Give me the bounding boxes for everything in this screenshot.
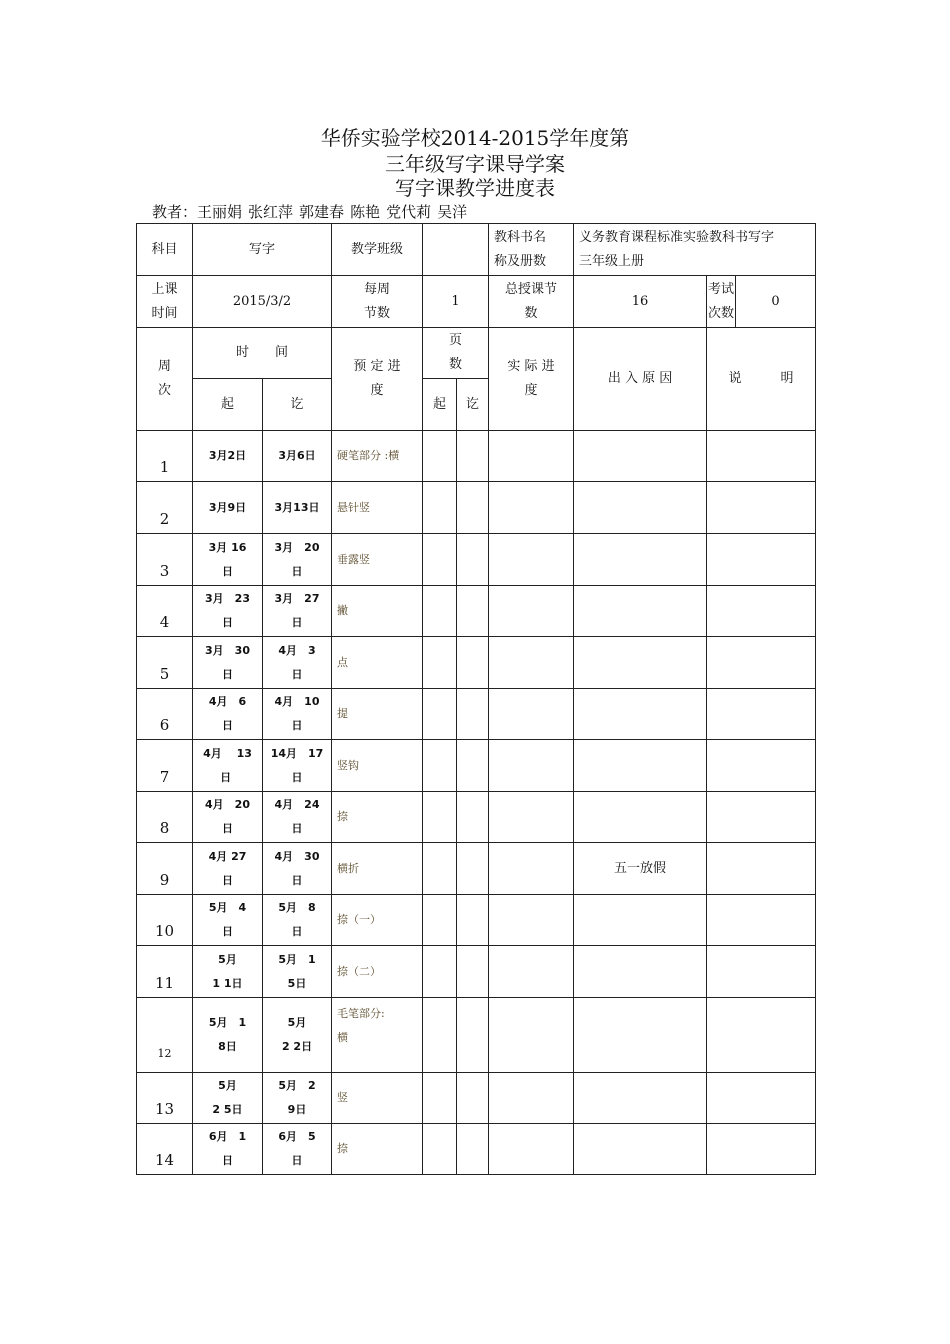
week-number: 7 [137, 740, 193, 792]
book-label [489, 224, 574, 276]
end-date: 4月 30 日 [263, 843, 332, 895]
note-cell [707, 482, 816, 534]
note-cell [707, 792, 816, 843]
pages-start [423, 689, 457, 740]
reason-cell [574, 1073, 707, 1124]
subject-label: 科目 [137, 224, 193, 276]
total-label-line1: 总授课节 [505, 281, 558, 297]
end-date: 3月13日 [263, 482, 332, 534]
time-header: 时 间 [193, 328, 332, 379]
planned-progress: 捺 [332, 1124, 423, 1175]
school-title: 华侨实验学校2014-2015学年度第 [320, 126, 630, 150]
actual-progress [489, 895, 574, 946]
week-number: 12 [137, 998, 193, 1073]
planned-progress: 捺（一） [332, 895, 423, 946]
exam-label-line1: 考试 [708, 281, 735, 297]
start-date: 3月9日 [193, 482, 263, 534]
teachers-line [152, 202, 473, 222]
week-number: 3 [137, 534, 193, 586]
week-number: 4 [137, 586, 193, 637]
end-date: 4月 24 日 [263, 792, 332, 843]
reason-cell [574, 740, 707, 792]
actual-header-line1: 实 际 进 [507, 359, 555, 374]
pages-end [457, 946, 489, 998]
note-cell [707, 534, 816, 586]
start-date: 5月 1 8日 [193, 998, 263, 1073]
pages-start [423, 895, 457, 946]
planned-progress: 横折 [332, 843, 423, 895]
reason-cell [574, 689, 707, 740]
actual-progress [489, 534, 574, 586]
total-label-line2: 数 [524, 305, 538, 321]
pages-start [423, 586, 457, 637]
actual-progress [489, 689, 574, 740]
pages-start [423, 534, 457, 586]
pages-end [457, 689, 489, 740]
total-value: 16 [574, 276, 707, 328]
note-cell [707, 1124, 816, 1175]
planned-progress: 撇 [332, 586, 423, 637]
reason-cell [574, 431, 707, 482]
planned-progress: 悬针竖 [332, 482, 423, 534]
pages-end [457, 1124, 489, 1175]
table-row [137, 1073, 816, 1124]
week-header-line1: 周 [157, 359, 171, 374]
table-row [137, 946, 816, 998]
reason-cell [574, 792, 707, 843]
reason-cell: 五一放假 [574, 843, 707, 895]
actual-progress [489, 1124, 574, 1175]
end-date: 14月 17 日 [263, 740, 332, 792]
book-value [574, 224, 816, 276]
week-number: 13 [137, 1073, 193, 1124]
table-row [137, 586, 816, 637]
planned-header-line1: 预 定 进 [353, 359, 401, 374]
pages-start [423, 946, 457, 998]
reason-cell [574, 1124, 707, 1175]
pages-header-line1: 页 [449, 333, 463, 348]
actual-header-line2: 度 [524, 383, 538, 398]
column-header-row [137, 328, 816, 379]
end-date: 4月 3 日 [263, 637, 332, 689]
time-start-header: 起 [193, 379, 263, 431]
note-cell [707, 843, 816, 895]
pages-end [457, 1073, 489, 1124]
planned-progress: 硬笔部分 :横 [332, 431, 423, 482]
end-date: 4月 10 日 [263, 689, 332, 740]
actual-progress [489, 792, 574, 843]
table-row [137, 431, 816, 482]
actual-progress [489, 843, 574, 895]
class-value [423, 224, 489, 276]
teacher-name: 王丽娟 [197, 203, 243, 221]
end-date: 5月 8 日 [263, 895, 332, 946]
table-row [137, 1124, 816, 1175]
book-value-line2: 三年级上册 [579, 253, 645, 269]
exam-value: 0 [736, 276, 816, 328]
pages-end [457, 431, 489, 482]
actual-progress [489, 482, 574, 534]
start-date: 3月 23 日 [193, 586, 263, 637]
start-date: 5月 4 日 [193, 895, 263, 946]
pages-end [457, 637, 489, 689]
start-label-line2: 时间 [151, 305, 178, 321]
planned-progress: 捺（二） [332, 946, 423, 998]
table-row [137, 843, 816, 895]
subject-value: 写字 [193, 224, 332, 276]
pages-start [423, 482, 457, 534]
start-date: 3月 16 日 [193, 534, 263, 586]
pages-end [457, 843, 489, 895]
week-header-line2: 次 [157, 383, 171, 398]
schedule-title: 写字课教学进度表 [395, 176, 555, 200]
table-row [137, 534, 816, 586]
end-date: 6月 5 日 [263, 1124, 332, 1175]
time-end-header: 讫 [263, 379, 332, 431]
week-number: 8 [137, 792, 193, 843]
actual-progress [489, 431, 574, 482]
start-date: 5月 1 1日 [193, 946, 263, 998]
pages-end-header: 讫 [457, 379, 489, 431]
start-date: 4月 13 日 [193, 740, 263, 792]
planned-progress: 捺 [332, 792, 423, 843]
week-number: 5 [137, 637, 193, 689]
start-date: 4月 20 日 [193, 792, 263, 843]
planned-progress: 垂露竖 [332, 534, 423, 586]
start-date: 4月 27 日 [193, 843, 263, 895]
end-date: 5月 1 5日 [263, 946, 332, 998]
week-number: 2 [137, 482, 193, 534]
reason-cell [574, 998, 707, 1073]
pages-start [423, 740, 457, 792]
book-label-line1: 教科书名 [494, 229, 547, 245]
table-row [137, 895, 816, 946]
course-title: 三年级写字课导学案 [385, 152, 565, 176]
header-row-counts [137, 276, 816, 328]
table-row [137, 482, 816, 534]
teacher-name: 党代莉 [386, 203, 432, 221]
class-label: 教学班级 [332, 224, 423, 276]
start-date: 6月 1 日 [193, 1124, 263, 1175]
actual-progress [489, 946, 574, 998]
reason-cell [574, 586, 707, 637]
end-date: 3月 27 日 [263, 586, 332, 637]
week-number: 9 [137, 843, 193, 895]
table-row [137, 792, 816, 843]
pages-header-line2: 数 [449, 357, 463, 372]
teachers-label: 教者： [152, 203, 198, 221]
start-date: 3月 30 日 [193, 637, 263, 689]
book-value-line1: 义务教育课程标准实验教科书写字 [579, 229, 775, 245]
actual-progress [489, 740, 574, 792]
teacher-name: 郭建春 [299, 203, 345, 221]
week-header [137, 328, 193, 431]
end-date: 5月 2 9日 [263, 1073, 332, 1124]
planned-progress: 点 [332, 637, 423, 689]
exam-label [707, 276, 736, 328]
week-number: 14 [137, 1124, 193, 1175]
pages-end [457, 895, 489, 946]
planned-progress: 提 [332, 689, 423, 740]
note-cell [707, 1073, 816, 1124]
note-header: 说 明 [707, 328, 816, 431]
schedule-table [136, 223, 816, 1175]
planned-progress: 竖 [332, 1073, 423, 1124]
reason-cell [574, 534, 707, 586]
reason-cell [574, 895, 707, 946]
weekly-label-line2: 节数 [364, 305, 391, 321]
pages-end [457, 534, 489, 586]
teacher-name: 吴洋 [437, 203, 468, 221]
pages-start-header: 起 [423, 379, 457, 431]
pages-start [423, 998, 457, 1073]
table-row [137, 689, 816, 740]
start-label-line1: 上课 [151, 281, 178, 297]
pages-end [457, 586, 489, 637]
actual-progress-header [489, 328, 574, 431]
end-date: 3月 20 日 [263, 534, 332, 586]
reason-header: 出 入 原 因 [574, 328, 707, 431]
book-label-line2: 称及册数 [494, 253, 547, 269]
pages-start [423, 637, 457, 689]
note-cell [707, 895, 816, 946]
actual-progress [489, 998, 574, 1073]
start-label [137, 276, 193, 328]
table-row [137, 740, 816, 792]
weekly-label [332, 276, 423, 328]
pages-start [423, 1073, 457, 1124]
reason-cell [574, 637, 707, 689]
end-date: 5月 2 2日 [263, 998, 332, 1073]
header-row-book [137, 224, 816, 276]
pages-start [423, 431, 457, 482]
pages-end [457, 740, 489, 792]
week-number: 6 [137, 689, 193, 740]
planned-progress: 竖钩 [332, 740, 423, 792]
note-cell [707, 689, 816, 740]
planned-header-line2: 度 [370, 383, 384, 398]
note-cell [707, 637, 816, 689]
table-row [137, 637, 816, 689]
reason-cell [574, 482, 707, 534]
note-cell [707, 586, 816, 637]
weekly-label-line1: 每周 [364, 281, 391, 297]
start-date: 4月 6 日 [193, 689, 263, 740]
pages-header [423, 328, 489, 379]
planned-progress: 毛笔部分: 横 [332, 998, 423, 1073]
note-cell [707, 946, 816, 998]
reason-cell [574, 946, 707, 998]
pages-end [457, 792, 489, 843]
weekly-value: 1 [423, 276, 489, 328]
teacher-name: 张红萍 [248, 203, 294, 221]
week-number: 10 [137, 895, 193, 946]
teacher-name: 陈艳 [350, 203, 381, 221]
actual-progress [489, 637, 574, 689]
pages-start [423, 843, 457, 895]
planned-progress-header [332, 328, 423, 431]
note-cell [707, 998, 816, 1073]
pages-start [423, 1124, 457, 1175]
end-date: 3月6日 [263, 431, 332, 482]
pages-end [457, 998, 489, 1073]
total-label [489, 276, 574, 328]
note-cell [707, 431, 816, 482]
start-date: 3月2日 [193, 431, 263, 482]
note-cell [707, 740, 816, 792]
start-date: 5月 2 5日 [193, 1073, 263, 1124]
week-number: 1 [137, 431, 193, 482]
start-date: 2015/3/2 [193, 276, 332, 328]
pages-start [423, 792, 457, 843]
pages-end [457, 482, 489, 534]
actual-progress [489, 1073, 574, 1124]
week-number: 11 [137, 946, 193, 998]
actual-progress [489, 586, 574, 637]
table-row [137, 998, 816, 1073]
exam-label-line2: 次数 [708, 305, 735, 321]
